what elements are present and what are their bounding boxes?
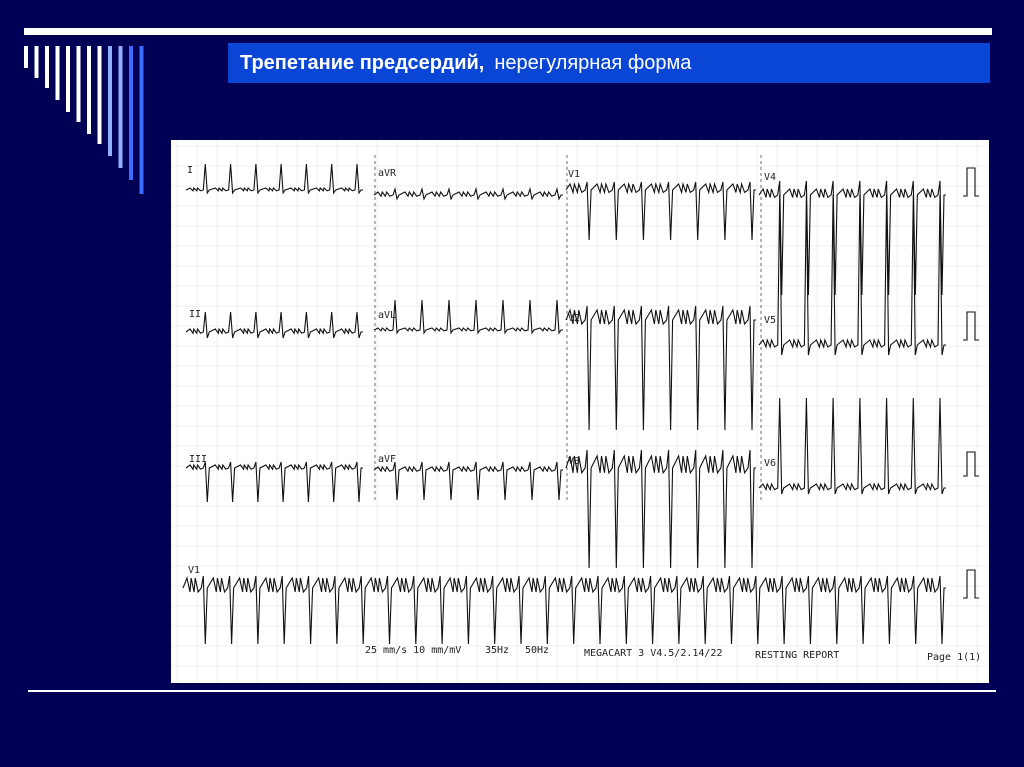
deco-stripe xyxy=(45,46,49,88)
ecg-image xyxy=(171,140,989,683)
footer-report: RESTING REPORT xyxy=(755,650,840,661)
lead-label-V2: V2 xyxy=(568,313,581,324)
slide-title-bar xyxy=(228,43,990,83)
calibration-pulse xyxy=(963,168,979,196)
footer-mains: 50Hz xyxy=(525,645,550,656)
lead-label-V3: V3 xyxy=(568,456,581,467)
trace-lead-V4 xyxy=(759,181,946,295)
lead-label-V6: V6 xyxy=(764,458,777,469)
deco-stripe xyxy=(35,46,39,78)
deco-stripe xyxy=(24,46,28,68)
ecg-tracing xyxy=(171,140,989,683)
deco-stripe xyxy=(140,46,144,194)
lead-label-aVF: aVF xyxy=(378,454,397,465)
trace-lead-I xyxy=(186,164,363,193)
lead-label-rhythm-V1: V1 xyxy=(188,565,201,576)
deco-stripe xyxy=(108,46,112,156)
footer-speed: 25 mm/s 10 mm/mV xyxy=(365,645,462,656)
deco-stripe xyxy=(77,46,81,122)
lead-label-V1: V1 xyxy=(568,169,581,180)
lead-label-II: II xyxy=(189,309,202,320)
trace-lead-V2 xyxy=(566,306,756,430)
deco-stripe xyxy=(119,46,123,168)
trace-lead-V3 xyxy=(566,450,756,568)
bottom-divider xyxy=(28,690,996,692)
deco-stripe xyxy=(98,46,102,144)
trace-lead-aVR xyxy=(374,189,563,199)
trace-lead-aVL xyxy=(374,300,563,333)
calibration-pulse xyxy=(963,452,979,476)
lead-label-aVL: aVL xyxy=(378,310,397,321)
slide-title-normal: нерегулярная форма xyxy=(494,51,692,74)
top-divider xyxy=(24,28,992,35)
trace-lead-III xyxy=(186,462,363,502)
lead-label-V4: V4 xyxy=(764,172,777,183)
lead-label-III: III xyxy=(189,454,208,465)
footer-device: MEGACART 3 V4.5/2.14/22 xyxy=(584,648,723,659)
lead-label-aVR: aVR xyxy=(378,168,397,179)
calibration-pulse xyxy=(963,570,979,598)
trace-lead-II xyxy=(186,312,363,338)
footer-page: Page 1(1) xyxy=(927,652,982,663)
deco-stripe xyxy=(87,46,91,134)
footer-filter: 35Hz xyxy=(485,645,510,656)
deco-stripe xyxy=(66,46,70,112)
slide-title-bold: Трепетание предсердий, xyxy=(240,51,485,74)
trace-lead-aVF xyxy=(374,462,563,500)
deco-stripe xyxy=(129,46,133,180)
lead-label-I: I xyxy=(187,165,194,176)
trace-lead-V1 xyxy=(566,182,756,240)
lead-label-V5: V5 xyxy=(764,315,777,326)
deco-stripe xyxy=(56,46,60,100)
decorative-stripes xyxy=(22,46,172,216)
trace-lead-V5 xyxy=(759,195,946,355)
